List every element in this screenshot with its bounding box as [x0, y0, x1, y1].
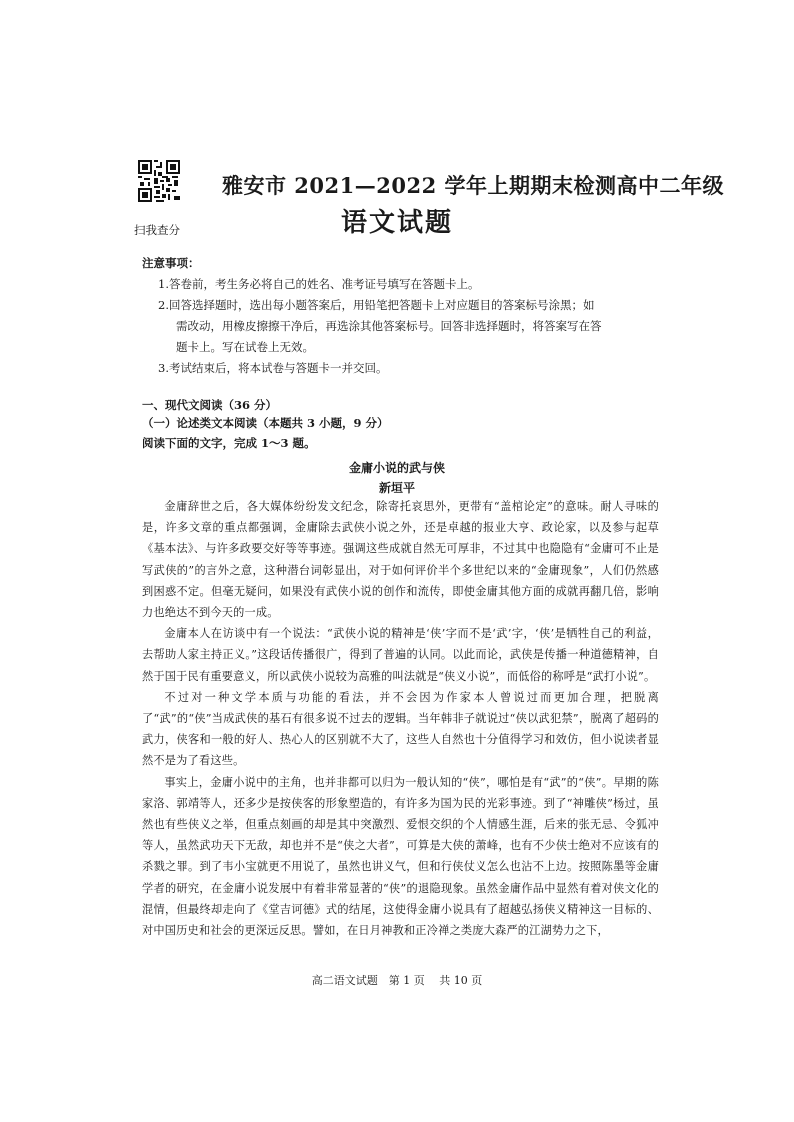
part-heading: 一、现代文阅读（36 分）: [142, 398, 278, 412]
note-item-continued: 题卡上。写在试卷上无效。: [176, 340, 314, 354]
note-item: 3.考试结束后，将本试卷与答题卡一并交回。: [158, 361, 388, 375]
note-item: 2.回答选择题时，选出每小题答案后，用铅笔把答题卡上对应题目的答案标号涂黑；如: [158, 298, 595, 312]
note-item-continued: 需改动，用橡皮擦擦干净后，再选涂其他答案标号。回答非选择题时，将答案写在答: [176, 319, 602, 333]
notes-heading: 注意事项：: [142, 256, 200, 270]
article-paragraph: 金庸本人在访谈中有一个说法：“武侠小说的精神是‘侠’字而不是‘武’字，‘侠’是牺牲自己的利益，去帮助人家主持正义。”这段话传播很广，得到了普遍的认同。以此而论，武侠是传播一种道德精神，自然于国于民有重要意义，所以武侠小说较为高雅的叫法就是“侠义小说”，而低俗的称呼是“武打小说”。: [142, 627, 659, 683]
subject-title: 语文试题: [340, 208, 453, 238]
article-paragraph: 事实上，金庸小说中的主角，也并非都可以归为一般认知的“侠”，哪怕是有“武”的“侠”。早期的陈家洛、郭靖等人，还多少是按侠客的形象塑造的，有许多为国为民的光彩事迹。到了“神雕侠”杨过，虽然也有些侠义之举，但重点刻画的却是其中突激烈、爱恨交织的个人情感生涯，后来的张无忌、令狐冲等人，虽然武功天下无敌，却也并不是“侠之大者”，可算是大侠的萧峰，也有不少侠士绝对不应该有的杀戮之罪。到了韦小宝就更不用说了，虽然也讲义气，但和行侠仗义怎么也沾不上边。按照陈墨等金庸学者的研究，在金庸小说发展中有着非常显著的“侠”的退隐现象。虽然金庸作品中显然有着对侠文化的混情，但最终却走向了《堂吉诃德》式的结尾，这使得金庸小说具有了超越弘扬侠义精神这一目标的、对中国历史和社会的更深远反思。譬如，在日月神教和正冷禅之类庞大森严的江湖势力之下，: [142, 775, 659, 938]
reading-instruction: 阅读下面的文字，完成 1～3 题。: [142, 436, 316, 450]
page-footer: 高二语文试题 第 1 页 共 10 页: [311, 974, 483, 987]
article-author: 新垣平: [378, 481, 415, 495]
article-paragraph: 金庸辞世之后，各大媒体纷纷发文纪念，除寄托哀思外，更带有“盖棺论定”的意味。耐人寻味的是，许多文章的重点都强调，金庸除去武侠小说之外，还是卓越的报业大亨、政论家，以及参与起草《基本法》、与许多政要交好等等事迹。强调这些成就自然无可厚非，不过其中也隐隐有“金庸可不止是写武侠的”的言外之意，这种潜台词彰显出，对于如何评价半个多世纪以来的“金庸现象”，人们仍然感到困惑不定。但毫无疑问，如果没有武侠小说的创作和流传，即使金庸其他方面的成就再翻几倍，影响力也绝达不到今天的一成。: [142, 500, 659, 620]
article-body: [142, 496, 659, 941]
notes-section: [142, 253, 652, 379]
qr-caption: 扫我查分: [134, 223, 180, 237]
exam-title: 雅安市 2021—2022 学年上期期末检测高中二年级: [222, 173, 725, 198]
qr-code-icon: [138, 160, 180, 202]
note-item: 1.答卷前，考生务必将自己的姓名、准考证号填写在答题卡上。: [158, 277, 480, 291]
subpart-heading: （一）论述类文本阅读（本题共 3 小题，9 分）: [142, 416, 389, 430]
article-title: 金庸小说的武与侠: [348, 461, 445, 475]
article-paragraph: 不过对一种文学本质与功能的看法，并不会因为作家本人曾说过而更加合理，把脱离了“武”的“侠”当成武侠的基石有很多说不过去的逻辑。当年韩非子就说过“侠以武犯禁”，脱离了超码的武力，侠客和一般的好人、热心人的区别就不大了，这些人自然也十分值得学习和效仿，但小说读者显然不是为了看这些。: [142, 690, 659, 768]
